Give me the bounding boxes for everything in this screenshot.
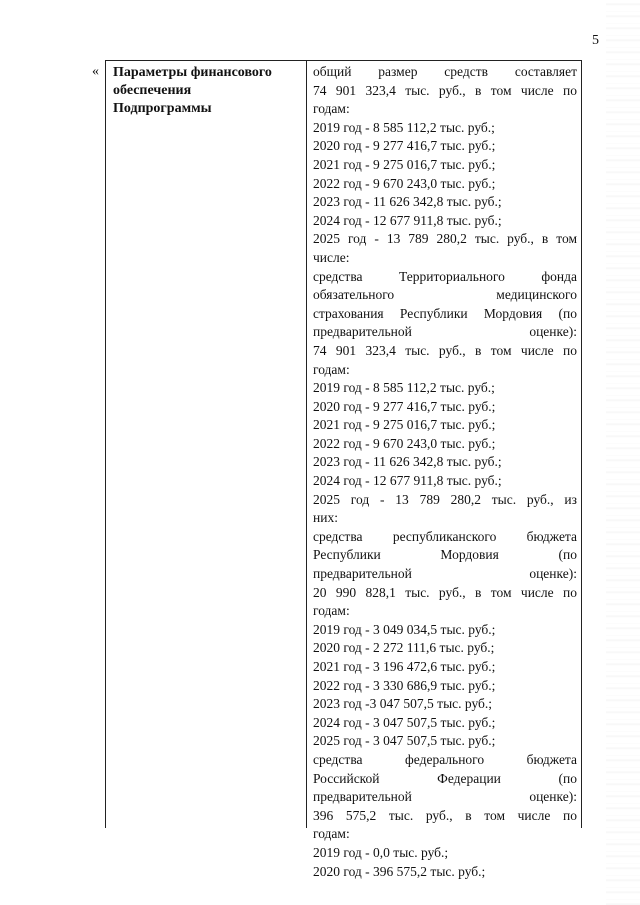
parameter-value-cell <box>313 63 577 881</box>
funding-text-line: числе: <box>313 249 350 265</box>
parameters-table <box>105 60 582 879</box>
funding-text-line: предварительной оценке): <box>313 789 577 805</box>
opening-quote-mark: « <box>92 64 99 79</box>
funding-text-line: 2023 год - 11 626 342,8 тыс. руб.; <box>313 454 502 470</box>
funding-text-line: 2024 год - 12 677 911,8 тыс. руб.; <box>313 473 502 489</box>
funding-text-line: 2023 год - 11 626 342,8 тыс. руб.; <box>313 194 502 210</box>
funding-text-line: 2021 год - 3 196 472,6 тыс. руб.; <box>313 659 496 674</box>
funding-text-line: них: <box>313 510 338 526</box>
funding-text-line: 74 901 323,4 тыс. руб., в том числе по <box>313 82 577 98</box>
funding-text-line: 396 575,2 тыс. руб., в том числе по <box>313 807 577 823</box>
funding-text-line: 2025 год - 13 789 280,2 тыс. руб., из <box>313 491 577 507</box>
funding-text-line: предварительной оценке): <box>313 324 577 340</box>
parameter-name-line: обеспечения <box>113 83 192 98</box>
funding-text-line: 2019 год - 0,0 тыс. руб.; <box>313 844 449 860</box>
funding-text-line: предварительной оценке): <box>313 566 577 582</box>
funding-text-line: годам: <box>313 361 350 377</box>
funding-text-line: 2023 год -3 047 507,5 тыс. руб.; <box>313 696 493 712</box>
funding-text-line: годам: <box>313 826 350 842</box>
funding-text-line: общий размер средств составляет <box>313 64 577 79</box>
funding-text-line: 2021 год - 9 275 016,7 тыс. руб.; <box>313 156 496 172</box>
funding-text-line: 2019 год - 8 585 112,2 тыс. руб.; <box>313 380 495 396</box>
funding-text-line: 2025 год - 3 047 507,5 тыс. руб.; <box>313 733 496 749</box>
scan-edge-noise <box>606 0 640 905</box>
funding-text-line: 2024 год - 12 677 911,8 тыс. руб.; <box>313 212 502 228</box>
funding-text-line: обязательного медицинского <box>313 287 577 303</box>
funding-text-line: 2020 год - 9 277 416,7 тыс. руб.; <box>313 138 496 154</box>
column-divider <box>306 61 307 828</box>
funding-text-line: средства республиканского бюджета <box>313 528 577 544</box>
page-number: 5 <box>592 33 599 48</box>
funding-text-line: 2022 год - 9 670 243,0 тыс. руб.; <box>313 175 496 191</box>
parameter-name-line: Подпрограммы <box>113 101 212 116</box>
funding-text-line: 2020 год - 9 277 416,7 тыс. руб.; <box>313 398 496 414</box>
funding-text-line: 2019 год - 3 049 034,5 тыс. руб.; <box>313 621 496 637</box>
parameter-name-line: Параметры финансового <box>113 65 272 80</box>
funding-text-line: Российской Федерации (по <box>313 770 577 786</box>
funding-text-line: 2025 год - 13 789 280,2 тыс. руб., в том <box>313 231 577 247</box>
funding-text-line: 2024 год - 3 047 507,5 тыс. руб.; <box>313 714 496 730</box>
funding-text-line: годам: <box>313 603 350 619</box>
funding-text-line: 2022 год - 9 670 243,0 тыс. руб.; <box>313 435 496 451</box>
funding-text-line: 2019 год - 8 585 112,2 тыс. руб.; <box>313 119 495 135</box>
funding-text-line: 2020 год - 2 272 111,6 тыс. руб.; <box>313 640 495 656</box>
funding-text-line: страхования Республики Мордовия (по <box>313 305 577 321</box>
funding-text-line: Республики Мордовия (по <box>313 547 577 563</box>
funding-text-line: годам: <box>313 101 350 117</box>
funding-text-line: 2020 год - 396 575,2 тыс. руб.; <box>313 863 486 879</box>
funding-text-line: 20 990 828,1 тыс. руб., в том числе по <box>313 584 577 600</box>
funding-text-line: 2021 год - 9 275 016,7 тыс. руб.; <box>313 417 496 433</box>
parameter-name-cell <box>113 64 299 118</box>
funding-text-line: 74 901 323,4 тыс. руб., в том числе по <box>313 342 577 358</box>
funding-text-line: 2022 год - 3 330 686,9 тыс. руб.; <box>313 677 496 693</box>
funding-text-line: средства федерального бюджета <box>313 751 577 767</box>
funding-text-line: средства Территориального фонда <box>313 268 577 284</box>
